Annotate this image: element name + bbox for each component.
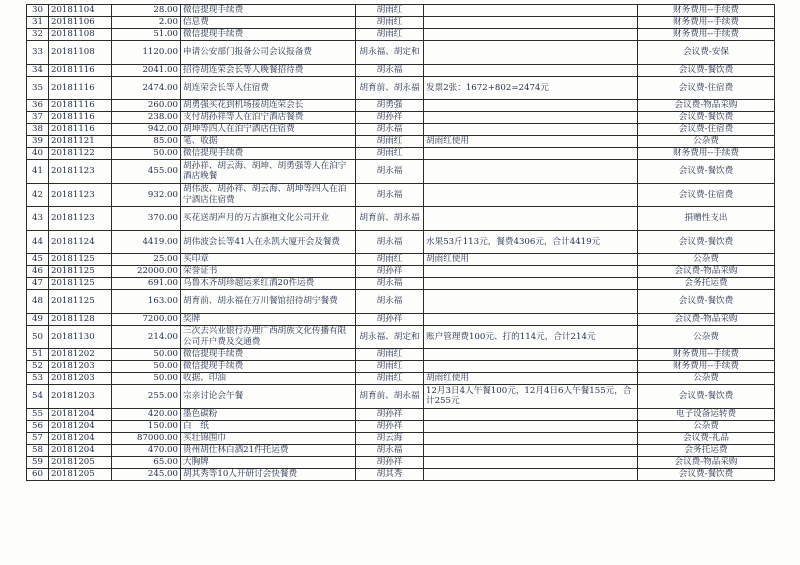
- row-amount: 7200.00: [112, 313, 181, 325]
- row-description: 申请公安部门报备公司会议报备费: [181, 41, 356, 65]
- row-description: 奖牌: [181, 313, 356, 325]
- row-number: 40: [27, 148, 49, 160]
- row-handler: 胡永福: [356, 160, 424, 184]
- row-category: 会议费-物品采购: [638, 313, 775, 325]
- row-date: 20181116: [49, 124, 112, 136]
- row-note: [424, 17, 638, 29]
- row-number: 54: [27, 385, 49, 409]
- row-note: [424, 29, 638, 41]
- row-amount: 50.00: [112, 148, 181, 160]
- row-description: 买壮锦围巾: [181, 432, 356, 444]
- table-row: [27, 349, 775, 361]
- row-note: [424, 112, 638, 124]
- row-number: 58: [27, 444, 49, 456]
- row-amount: 2041.00: [112, 64, 181, 76]
- ledger-body: [27, 5, 775, 481]
- row-handler: 胡孙祥: [356, 313, 424, 325]
- row-number: 51: [27, 349, 49, 361]
- row-note: [424, 420, 638, 432]
- row-amount: 50.00: [112, 361, 181, 373]
- row-date: 20181106: [49, 17, 112, 29]
- table-row: [27, 313, 775, 325]
- row-handler: 胡育前、胡永福: [356, 76, 424, 100]
- table-row: [27, 373, 775, 385]
- row-date: 20181116: [49, 100, 112, 112]
- table-row: [27, 432, 775, 444]
- row-description: 胡其秀等10人开研讨会快餐费: [181, 468, 356, 480]
- row-note: [424, 432, 638, 444]
- row-description: 三次去兴业银行办理广西胡族文化传播有限公司开户费及交通费: [181, 325, 356, 349]
- row-number: 46: [27, 266, 49, 278]
- row-amount: 87000.00: [112, 432, 181, 444]
- row-description: 微信提现手续费: [181, 148, 356, 160]
- row-note: [424, 290, 638, 314]
- row-amount: 65.00: [112, 456, 181, 468]
- row-handler: 胡育前、胡永福: [356, 207, 424, 231]
- row-handler: 胡永福: [356, 64, 424, 76]
- row-category: 会议费-餐饮费: [638, 468, 775, 480]
- row-date: 20181108: [49, 29, 112, 41]
- row-category: 公杂费: [638, 136, 775, 148]
- row-category: 公杂费: [638, 325, 775, 349]
- row-handler: 胡雨红: [356, 5, 424, 17]
- row-handler: 胡雨红: [356, 148, 424, 160]
- row-description: 胡勇强买花到机场接胡连荣会长: [181, 100, 356, 112]
- table-row: [27, 420, 775, 432]
- row-description: 胡伟波、胡孙祥、胡云海、胡坤等四人在泊宁酒店住宿费: [181, 183, 356, 207]
- row-description: 信息费: [181, 17, 356, 29]
- table-row: [27, 100, 775, 112]
- row-category: 财务费用--手续费: [638, 5, 775, 17]
- row-description: 胡育前、胡永福在万川餐馆招待胡宁餐费: [181, 290, 356, 314]
- row-description: 买花送胡声月的万古旗袍文化公司开业: [181, 207, 356, 231]
- row-handler: 胡永福: [356, 124, 424, 136]
- table-row: [27, 148, 775, 160]
- table-row: [27, 266, 775, 278]
- row-amount: 4419.00: [112, 230, 181, 254]
- row-note: [424, 124, 638, 136]
- table-row: [27, 444, 775, 456]
- row-number: 36: [27, 100, 49, 112]
- row-number: 43: [27, 207, 49, 231]
- row-amount: 255.00: [112, 385, 181, 409]
- row-handler: 胡孙祥: [356, 456, 424, 468]
- row-note: [424, 361, 638, 373]
- row-note: 胡雨红使用: [424, 254, 638, 266]
- row-amount: 28.00: [112, 5, 181, 17]
- row-description: 白 纸: [181, 420, 356, 432]
- row-amount: 85.00: [112, 136, 181, 148]
- row-number: 55: [27, 408, 49, 420]
- row-category: 会议费-餐饮费: [638, 385, 775, 409]
- table-row: [27, 278, 775, 290]
- row-amount: 2474.00: [112, 76, 181, 100]
- row-date: 20181108: [49, 41, 112, 65]
- row-category: 会议费-物品采购: [638, 456, 775, 468]
- row-description: 笔、收据: [181, 136, 356, 148]
- row-date: 20181203: [49, 361, 112, 373]
- row-number: 53: [27, 373, 49, 385]
- row-note: 12月3日4人午餐100元，12月4日6人午餐155元，合计255元: [424, 385, 638, 409]
- row-category: 会议费-住宿费: [638, 76, 775, 100]
- row-note: [424, 5, 638, 17]
- row-note: 胡雨红使用: [424, 136, 638, 148]
- row-description: 收据、印油: [181, 373, 356, 385]
- row-date: 20181130: [49, 325, 112, 349]
- row-note: [424, 444, 638, 456]
- row-date: 20181202: [49, 349, 112, 361]
- row-handler: 胡雨红: [356, 349, 424, 361]
- row-number: 56: [27, 420, 49, 432]
- row-number: 32: [27, 29, 49, 41]
- row-amount: 470.00: [112, 444, 181, 456]
- table-row: [27, 29, 775, 41]
- table-row: [27, 124, 775, 136]
- row-handler: 胡雨红: [356, 136, 424, 148]
- expense-ledger-page: [26, 4, 774, 481]
- row-amount: 25.00: [112, 254, 181, 266]
- row-note: 账户管理费100元、打的114元，合计214元: [424, 325, 638, 349]
- table-row: [27, 290, 775, 314]
- row-number: 41: [27, 160, 49, 184]
- table-row: [27, 230, 775, 254]
- row-amount: 22000.00: [112, 266, 181, 278]
- row-description: 微信提现手续费: [181, 29, 356, 41]
- row-amount: 455.00: [112, 160, 181, 184]
- row-amount: 260.00: [112, 100, 181, 112]
- row-date: 20181128: [49, 313, 112, 325]
- row-date: 20181204: [49, 420, 112, 432]
- row-date: 20181125: [49, 266, 112, 278]
- row-handler: 胡永福、胡定和: [356, 41, 424, 65]
- row-date: 20181116: [49, 76, 112, 100]
- row-note: [424, 100, 638, 112]
- row-note: [424, 266, 638, 278]
- table-row: [27, 112, 775, 124]
- row-category: 会务托运费: [638, 444, 775, 456]
- row-note: [424, 408, 638, 420]
- row-category: 会议费-物品采购: [638, 266, 775, 278]
- row-note: [424, 468, 638, 480]
- row-description: 贵州胡仕林白酒21件托运费: [181, 444, 356, 456]
- row-number: 34: [27, 64, 49, 76]
- row-date: 20181204: [49, 408, 112, 420]
- row-amount: 2.00: [112, 17, 181, 29]
- row-number: 42: [27, 183, 49, 207]
- row-handler: 胡永福、胡定和: [356, 325, 424, 349]
- row-handler: 胡永福: [356, 183, 424, 207]
- row-number: 38: [27, 124, 49, 136]
- row-date: 20181116: [49, 64, 112, 76]
- row-note: [424, 313, 638, 325]
- row-note: [424, 183, 638, 207]
- row-category: 公杂费: [638, 373, 775, 385]
- row-handler: 胡雨红: [356, 373, 424, 385]
- row-handler: 胡永福: [356, 278, 424, 290]
- table-row: [27, 254, 775, 266]
- row-date: 20181124: [49, 230, 112, 254]
- row-description: 胡坤等四人在泊宁酒店住宿费: [181, 124, 356, 136]
- row-handler: 胡雨红: [356, 361, 424, 373]
- row-amount: 932.00: [112, 183, 181, 207]
- row-amount: 942.00: [112, 124, 181, 136]
- row-amount: 150.00: [112, 420, 181, 432]
- row-amount: 245.00: [112, 468, 181, 480]
- row-handler: 胡孙祥: [356, 408, 424, 420]
- row-category: 公杂费: [638, 420, 775, 432]
- row-number: 44: [27, 230, 49, 254]
- row-description: 墨色碳粉: [181, 408, 356, 420]
- row-number: 48: [27, 290, 49, 314]
- table-row: [27, 41, 775, 65]
- row-date: 20181125: [49, 254, 112, 266]
- row-description: 胡连荣会长等人住宿费: [181, 76, 356, 100]
- table-row: [27, 183, 775, 207]
- row-description: 宗亲讨论会午餐: [181, 385, 356, 409]
- row-description: 胡伟波会长等41人在永凯大厦开会及餐费: [181, 230, 356, 254]
- row-note: 发票2张：1672+802=2474元: [424, 76, 638, 100]
- row-number: 47: [27, 278, 49, 290]
- table-row: [27, 456, 775, 468]
- row-handler: 胡勇强: [356, 100, 424, 112]
- row-date: 20181116: [49, 112, 112, 124]
- row-number: 57: [27, 432, 49, 444]
- table-row: [27, 76, 775, 100]
- row-number: 50: [27, 325, 49, 349]
- row-note: [424, 64, 638, 76]
- row-date: 20181121: [49, 136, 112, 148]
- row-handler: 胡孙祥: [356, 266, 424, 278]
- row-date: 20181104: [49, 5, 112, 17]
- row-category: 会议费-住宿费: [638, 124, 775, 136]
- row-number: 35: [27, 76, 49, 100]
- row-number: 31: [27, 17, 49, 29]
- row-amount: 370.00: [112, 207, 181, 231]
- row-category: 会议费-餐饮费: [638, 230, 775, 254]
- row-category: 公杂费: [638, 254, 775, 266]
- row-description: 胡孙祥、胡云海、胡坤、胡勇强等人在泊宁酒店晚餐: [181, 160, 356, 184]
- row-category: 会议费-餐饮费: [638, 64, 775, 76]
- row-handler: 胡孙祥: [356, 420, 424, 432]
- row-category: 财务费用--手续费: [638, 361, 775, 373]
- row-number: 45: [27, 254, 49, 266]
- row-handler: 胡雨红: [356, 17, 424, 29]
- row-description: 乌鲁木齐胡珍超运来红酒20件运费: [181, 278, 356, 290]
- row-category: 会议费-餐饮费: [638, 112, 775, 124]
- expense-ledger-table: [26, 4, 775, 481]
- row-date: 20181122: [49, 148, 112, 160]
- row-note: [424, 148, 638, 160]
- table-row: [27, 64, 775, 76]
- row-handler: 胡永福: [356, 230, 424, 254]
- table-row: [27, 325, 775, 349]
- row-note: 胡雨红使用: [424, 373, 638, 385]
- row-number: 30: [27, 5, 49, 17]
- row-handler: 胡育前、胡永福: [356, 385, 424, 409]
- row-category: 财务费用--手续费: [638, 148, 775, 160]
- row-number: 37: [27, 112, 49, 124]
- row-date: 20181205: [49, 456, 112, 468]
- row-description: 支付胡孙祥等人在泊宁酒店餐费: [181, 112, 356, 124]
- row-amount: 1120.00: [112, 41, 181, 65]
- row-category: 会议费-物品采购: [638, 100, 775, 112]
- row-date: 20181125: [49, 278, 112, 290]
- row-number: 49: [27, 313, 49, 325]
- row-description: 荣誉证书: [181, 266, 356, 278]
- row-category: 财务费用--手续费: [638, 349, 775, 361]
- row-date: 20181203: [49, 373, 112, 385]
- row-date: 20181203: [49, 385, 112, 409]
- row-category: 会议费-礼品: [638, 432, 775, 444]
- row-number: 39: [27, 136, 49, 148]
- row-category: 会议费-安保: [638, 41, 775, 65]
- row-date: 20181205: [49, 468, 112, 480]
- row-date: 20181123: [49, 183, 112, 207]
- row-category: 电子设备运转费: [638, 408, 775, 420]
- table-row: [27, 136, 775, 148]
- row-amount: 51.00: [112, 29, 181, 41]
- row-category: 财务费用--手续费: [638, 29, 775, 41]
- row-number: 59: [27, 456, 49, 468]
- row-number: 60: [27, 468, 49, 480]
- row-category: 会议费-餐饮费: [638, 290, 775, 314]
- table-row: [27, 5, 775, 17]
- row-amount: 163.00: [112, 290, 181, 314]
- table-row: [27, 207, 775, 231]
- row-handler: 胡永福: [356, 290, 424, 314]
- row-category: 捐赠性支出: [638, 207, 775, 231]
- row-handler: 胡云海: [356, 432, 424, 444]
- table-row: [27, 361, 775, 373]
- row-date: 20181204: [49, 432, 112, 444]
- row-amount: 50.00: [112, 373, 181, 385]
- row-description: 大胸牌: [181, 456, 356, 468]
- row-number: 33: [27, 41, 49, 65]
- table-row: [27, 160, 775, 184]
- row-description: 微信提现手续费: [181, 349, 356, 361]
- row-date: 20181123: [49, 207, 112, 231]
- row-category: 财务费用--手续费: [638, 17, 775, 29]
- row-handler: 胡雨红: [356, 29, 424, 41]
- row-category: 会务托运费: [638, 278, 775, 290]
- row-note: [424, 278, 638, 290]
- row-note: [424, 160, 638, 184]
- table-row: [27, 17, 775, 29]
- row-note: [424, 41, 638, 65]
- row-handler: 胡雨红: [356, 254, 424, 266]
- table-row: [27, 468, 775, 480]
- row-handler: 胡孙祥: [356, 112, 424, 124]
- row-number: 52: [27, 361, 49, 373]
- row-amount: 50.00: [112, 349, 181, 361]
- table-row: [27, 385, 775, 409]
- row-amount: 238.00: [112, 112, 181, 124]
- row-category: 会议费-餐饮费: [638, 160, 775, 184]
- row-amount: 214.00: [112, 325, 181, 349]
- table-row: [27, 408, 775, 420]
- row-date: 20181125: [49, 290, 112, 314]
- row-description: 微信提现手续费: [181, 361, 356, 373]
- row-description: 买印章: [181, 254, 356, 266]
- row-description: 招待胡连荣会长等人晚餐招待费: [181, 64, 356, 76]
- row-description: 微信提现手续费: [181, 5, 356, 17]
- row-note: [424, 207, 638, 231]
- row-handler: 胡其秀: [356, 468, 424, 480]
- row-category: 会议费-住宿费: [638, 183, 775, 207]
- row-handler: 胡永福: [356, 444, 424, 456]
- row-note: 水果53斤113元，餐费4306元，合计4419元: [424, 230, 638, 254]
- row-date: 20181123: [49, 160, 112, 184]
- row-note: [424, 349, 638, 361]
- row-note: [424, 456, 638, 468]
- row-amount: 420.00: [112, 408, 181, 420]
- row-date: 20181204: [49, 444, 112, 456]
- row-amount: 691.00: [112, 278, 181, 290]
